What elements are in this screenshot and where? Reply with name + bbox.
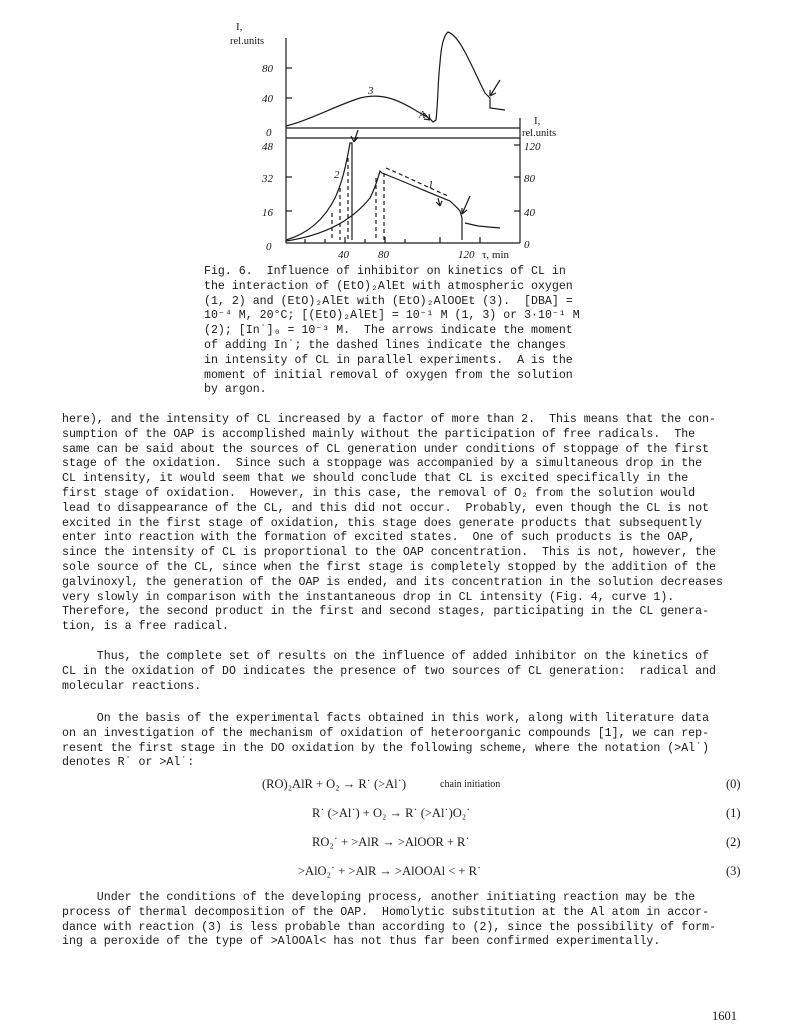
left-tick-32: 32 (262, 173, 273, 185)
curve-label-3: 3 (368, 85, 374, 97)
equation-3 (0, 864, 807, 886)
curve-label-a: A (419, 110, 426, 121)
text-line: same can be said about the sources of CL generation under conditions of stoppage of the first (62, 442, 710, 456)
left-tick-48: 48 (262, 141, 273, 153)
text-line: on an investigation of the mechanism of oxidation of heteroorganic compounds [1], we can rep- (62, 726, 710, 740)
paragraph-1 (62, 413, 768, 635)
equation-expression: R˙ (>Al˙) + O₂ → R˙ (>Al˙)O₂˙ (312, 806, 471, 820)
text-line: dance with reaction (3) is less probable than according to (2), since the possibility of form- (62, 920, 716, 934)
equation-0 (0, 777, 807, 799)
arrow-upper (490, 80, 500, 96)
caption-line: (2); [In˙]₀ = 10⁻³ M. The arrows indicate the moment (204, 324, 573, 338)
equation-2 (0, 835, 807, 857)
caption-line: 10⁻⁴ M, 20°C; [(EtO)₂AlEt] = 10⁻¹ M (1, 3) or 3·10⁻¹ M (204, 309, 580, 323)
text-line: Therefore, the second product in the first and second stages, participating in the CL genera- (62, 605, 710, 619)
text-line: CL in the oxidation of DO indicates the presence of two sources of CL generation: radical and (62, 664, 716, 678)
text-line: denotes R˙ or >Al˙: (62, 756, 195, 770)
page-number: 1601 (712, 1009, 737, 1023)
caption-line: Fig. 6. Influence of inhibitor on kinetics of CL in (204, 265, 566, 278)
equation-number: (2) (726, 835, 741, 849)
figure-caption (204, 265, 580, 398)
equation-note: chain initiation (440, 779, 501, 790)
right-tick-0: 0 (524, 239, 530, 251)
text-line: excited in the first stage of oxidation, this stage does generate products that subsequently (62, 516, 703, 530)
equation-number: (1) (726, 806, 741, 820)
caption-line: moment of initial removal of oxygen from the solution (204, 368, 573, 382)
text-line: On the basis of the experimental facts obtained in this work, along with literature data (62, 712, 710, 725)
right-axis-title: I, (534, 115, 541, 127)
equation-expression: RO₂˙ + >AlR → >AlOOR + R˙ (312, 835, 470, 849)
caption-line: by argon. (204, 383, 267, 397)
equation-number: (3) (726, 864, 741, 878)
right-tick-40: 40 (524, 207, 535, 219)
top-tick-40: 40 (262, 93, 273, 105)
text-line: very slowly in comparison with the instantaneous drop in CL intensity (Fig. 4, curve 1). (62, 590, 675, 604)
paragraph-3 (62, 712, 768, 771)
caption-line: of adding In˙; the dashed lines indicate the changes (204, 338, 566, 352)
right-tick-80: 80 (524, 173, 535, 185)
equation-1 (0, 806, 807, 828)
left-tick-16: 16 (262, 207, 273, 219)
top-tick-80: 80 (262, 63, 273, 75)
caption-line: (1, 2) and (EtO)₂AlEt with (EtO)₂AlOOEt (3). [DBA] = (204, 294, 573, 308)
curve-3 (286, 32, 505, 126)
figure-6-plot (200, 18, 580, 266)
x-axis-label: τ, min (482, 249, 510, 261)
curve-2 (286, 143, 352, 240)
caption-line: the interaction of (EtO)₂AlEt with atmospheric oxygen (204, 279, 573, 293)
text-line: here), and the intensity of CL increased by a factor of more than 2. This means that the con- (62, 413, 716, 426)
arrow-curve-2 (351, 130, 358, 142)
text-line: CL intensity, it would seem that we should conclude that CL is excited specifically in the (62, 472, 689, 486)
curve-1 (286, 171, 500, 241)
text-line: sumption of the OAP is accomplished mainly without the participation of free radicals. The (62, 427, 696, 441)
right-tick-120: 120 (524, 141, 541, 153)
equation-expression: >AlO₂˙ + >AlR → >AlOOAl < + R˙ (298, 864, 482, 878)
text-line: molecular reactions. (62, 679, 202, 693)
left-tick-0: 0 (266, 241, 272, 253)
text-line: since the intensity of CL is proportional to the OAP concentration. This is not, however, the (62, 546, 716, 560)
text-line: galvinoxyl, the generation of the OAP is ended, and its concentration in the solution decreases (62, 575, 723, 589)
arrow-curve-1 (436, 198, 442, 206)
curve-label-1: 1 (428, 179, 434, 191)
text-line: ing a peroxide of the type of >AlOOAl< has not thus far been confirmed experimentally. (62, 935, 661, 949)
text-line: resent the first stage in the DO oxidation by the following scheme, where the notation (>Al˙) (62, 741, 710, 755)
text-line: tion, is a free radical. (62, 620, 229, 634)
paragraph-4 (62, 891, 768, 950)
text-line: Under the conditions of the developing process, another initiating reaction may be the (62, 891, 696, 904)
equation-number: (0) (726, 777, 741, 791)
curve-label-2: 2 (334, 169, 340, 181)
arrow-curve-1b (462, 196, 470, 214)
x-tick-80: 80 (378, 249, 389, 261)
text-line: Thus, the complete set of results on the influence of added inhibitor on the kinetics of (62, 650, 710, 663)
paragraph-2 (62, 650, 768, 694)
top-axis-title: I, (236, 21, 243, 33)
caption-line: in intensity of CL in parallel experiments. A is the (204, 353, 573, 367)
text-line: first stage of oxidation. However, in this case, the removal of O₂ from the solution would (62, 486, 696, 500)
top-tick-0: 0 (266, 127, 272, 139)
text-line: lead to disappearance of the CL, and this did not occur. Probably, even though the CL is not (62, 501, 710, 515)
right-axis-unit: rel.units (522, 128, 557, 139)
equation-expression: (RO)₂AlR + O₂ → R˙ (>Al˙) (262, 777, 406, 791)
top-axis-unit: rel.units (230, 36, 265, 47)
x-tick-120: 120 (458, 249, 475, 261)
x-tick-40: 40 (338, 249, 349, 261)
text-line: stage of the oxidation. Since such a stoppage was accompanied by a simultaneous drop in the (62, 457, 703, 471)
text-line: process of thermal decomposition of the OAP. Homolytic substitution at the Al atom in accor- (62, 905, 710, 919)
text-line: sole source of the CL, since when the first stage is completely stopped by the addition of the (62, 560, 716, 574)
text-line: enter into reaction with the formation of excited states. One of such products is the OAP, (62, 531, 696, 545)
